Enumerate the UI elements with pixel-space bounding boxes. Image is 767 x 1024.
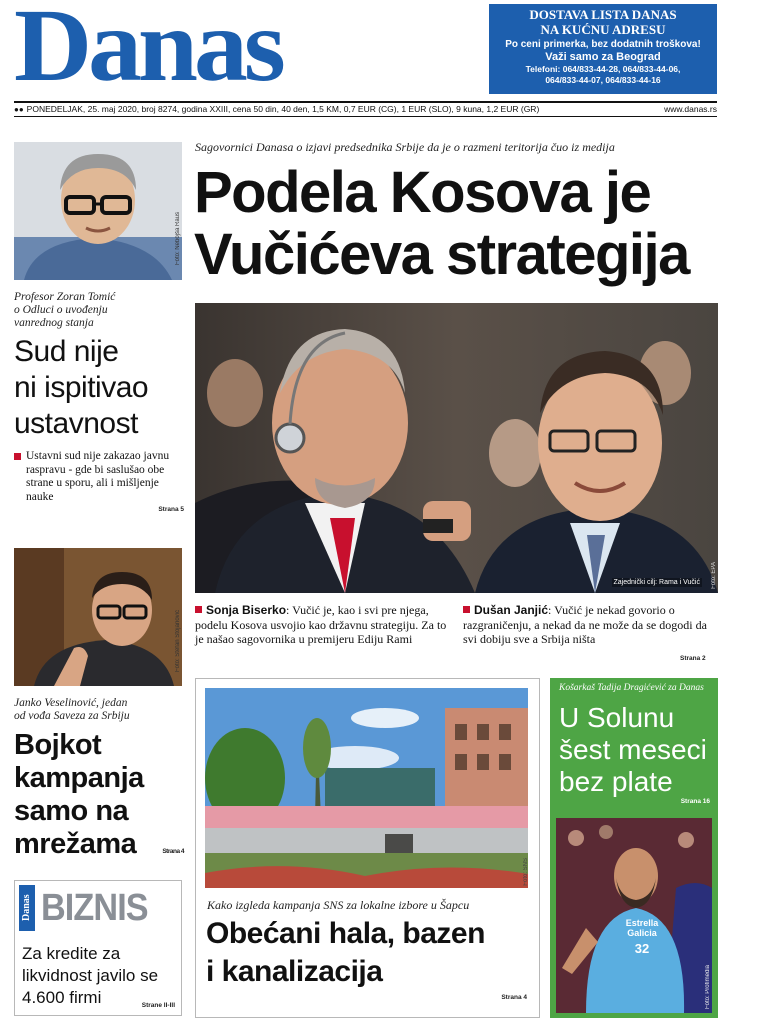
- draglicevic-kicker: Košarkaš Tadija Dragićević za Danas: [559, 683, 704, 693]
- sabac-headline-1: Obećani hala, bazen: [206, 917, 485, 950]
- tomic-kicker-2: o Odluci o uvođenju: [14, 304, 108, 316]
- promo-line-2: NA KUĆNU ADRESU: [540, 22, 666, 37]
- tomic-photo[interactable]: [14, 142, 182, 280]
- lead-photo-credit: Foto: EPA: [711, 562, 717, 589]
- dateline-info: PONEDELJAK, 25. maj 2020, broj 8274, godina XXIII, cena 50 din, 40 den, 1,5 KM, 0,7 EUR (CG), 1 EUR (SLO), 9 kuna, 1,2 EUR (GR): [26, 104, 540, 114]
- veselinovic-kicker-2: od vođa Saveza za Srbiju: [14, 710, 130, 722]
- veselinovic-headline-2: kampanja: [14, 762, 144, 794]
- promo-line-1: DOSTAVA LISTA DANAS: [529, 7, 677, 22]
- jersey-text: [612, 918, 672, 956]
- lead-column-janjic[interactable]: [463, 603, 718, 647]
- veselinovic-kicker-1: Janko Veselinović, jedan: [14, 697, 128, 709]
- tomic-body-text: Ustavni sud nije zakazao javnu raspravu - gde bi saslušao obe strane u sporu, ali i mišljenje nauke: [26, 450, 170, 503]
- biznis-title: BIZNIS: [41, 887, 148, 929]
- promo-line-4: Važi samo za Beograd: [545, 51, 661, 63]
- jersey-line-2: Galicia: [627, 928, 657, 938]
- tomic-headline: [14, 334, 184, 442]
- promo-phones-2: 064/833-44-07, 064/833-44-16: [545, 75, 661, 85]
- promo-line-3: Po ceni primerka, bez dodatnih troškova!: [505, 39, 701, 50]
- veselinovic-page-ref: Strana 4: [162, 848, 184, 855]
- jersey-line-1: Estrella: [625, 918, 659, 928]
- biznis-page-ref: Strane II-III: [141, 1002, 175, 1009]
- draglicevic-headline-3: bez plate: [559, 766, 673, 797]
- tomic-photo-credit: Foto: Nebojša Raus: [175, 212, 181, 266]
- tomic-kicker-1: Profesor Zoran Tomić: [14, 291, 116, 303]
- tomic-headline-1: Sud nije: [14, 335, 119, 368]
- lead-headline-1: Podela Kosova je: [194, 160, 651, 225]
- tomic-story[interactable]: [14, 291, 184, 513]
- lead-headline[interactable]: [194, 162, 722, 286]
- veselinovic-photo-credit: Foto: Stefan Stojanović: [175, 610, 181, 673]
- draglicevic-page-ref: Strana 16: [680, 798, 710, 805]
- sabac-kicker: Kako izgleda kampanja SNS za lokalne izbore u Šapcu: [207, 898, 470, 912]
- delivery-promo-box[interactable]: [489, 4, 717, 94]
- sabac-story[interactable]: [195, 678, 540, 1018]
- biznis-danas-logo: Danas: [19, 885, 35, 931]
- tomic-headline-2: ni ispitivao: [14, 371, 149, 404]
- biserko-text: : Vučić je, kao i svi pre njega, podelu Kosova usvojio kao državnu strategiju. Za to je našao sagovornika u premijeru Ediju Rami: [195, 603, 447, 646]
- biznis-box[interactable]: [14, 880, 182, 1016]
- tomic-kicker-3: vanrednog stanja: [14, 317, 94, 329]
- janjic-name: Dušan Janjić: [474, 603, 549, 617]
- dateline-dots: ●●: [14, 105, 24, 114]
- sabac-headline-2: i kanalizacija: [206, 955, 383, 988]
- biznis-headline: [22, 943, 158, 1009]
- sabac-photo-credit: Foto: SNS: [523, 858, 529, 886]
- bullet-square-icon: [463, 606, 470, 613]
- veselinovic-headline-4: mrežama: [14, 828, 137, 860]
- bullet-square-icon: [195, 606, 202, 613]
- masthead-logo[interactable]: Danas: [14, 0, 282, 103]
- veselinovic-portrait-icon: [14, 548, 182, 686]
- dateline: [14, 101, 717, 117]
- draglicevic-photo-credit: Foto: Profimedia: [705, 964, 711, 1009]
- tomic-headline-3: ustavnost: [14, 407, 138, 440]
- draglicevic-headline: [559, 702, 707, 798]
- lead-headline-2: Vučićeva strategija: [194, 222, 689, 287]
- draglicevic-story[interactable]: [550, 678, 718, 1018]
- lead-photo-caption: Zajednički cilj: Rama i Vučić: [613, 579, 700, 586]
- jersey-number: 32: [634, 941, 650, 956]
- promo-phones-1: Telefoni: 064/833-44-28, 064/833-44-06,: [525, 64, 681, 74]
- sabac-headline: [206, 915, 536, 991]
- janjic-text: : Vučić je nekad govorio o razgraničenju, a nekad da ne može da se dogodi da svi dobiju sve a Srbija ništa: [463, 603, 707, 646]
- lead-page-ref: Strana 2: [680, 655, 706, 662]
- veselinovic-story[interactable]: [14, 697, 184, 868]
- website-link[interactable]: www.danas.rs: [664, 104, 717, 114]
- lead-kicker: Sagovornici Danasa o izjavi predsednika Srbije da je o razmeni teritorija čuo iz medija: [195, 140, 615, 154]
- tomic-page-ref: Strana 5: [158, 506, 184, 513]
- veselinovic-photo[interactable]: [14, 548, 182, 686]
- lead-photo[interactable]: [195, 303, 718, 593]
- tomic-body: [14, 450, 172, 504]
- draglicevic-photo[interactable]: [556, 818, 712, 1013]
- veselinovic-headline: [14, 729, 184, 868]
- sabac-page-ref: Strana 4: [501, 994, 527, 1001]
- biznis-headline-3: 4.600 firmi: [22, 988, 102, 1007]
- draglicevic-headline-1: U Solunu: [559, 702, 675, 733]
- veselinovic-headline-3: samo na: [14, 795, 129, 827]
- basketball-player-photo-icon: [556, 818, 712, 1013]
- tomic-portrait-icon: [14, 142, 182, 280]
- sabac-square-photo-icon: [205, 688, 528, 888]
- draglicevic-headline-2: šest meseci: [559, 734, 707, 765]
- biznis-headline-1: Za kredite za: [22, 944, 121, 963]
- bullet-square-icon: [14, 453, 21, 460]
- biznis-headline-2: likvidnost javilo se: [22, 966, 159, 985]
- sabac-photo[interactable]: [205, 688, 528, 888]
- veselinovic-headline-1: Bojkot: [14, 729, 102, 761]
- rama-vucic-photo-icon: [195, 303, 718, 593]
- biserko-name: Sonja Biserko: [206, 603, 287, 617]
- lead-column-biserko[interactable]: [195, 603, 453, 647]
